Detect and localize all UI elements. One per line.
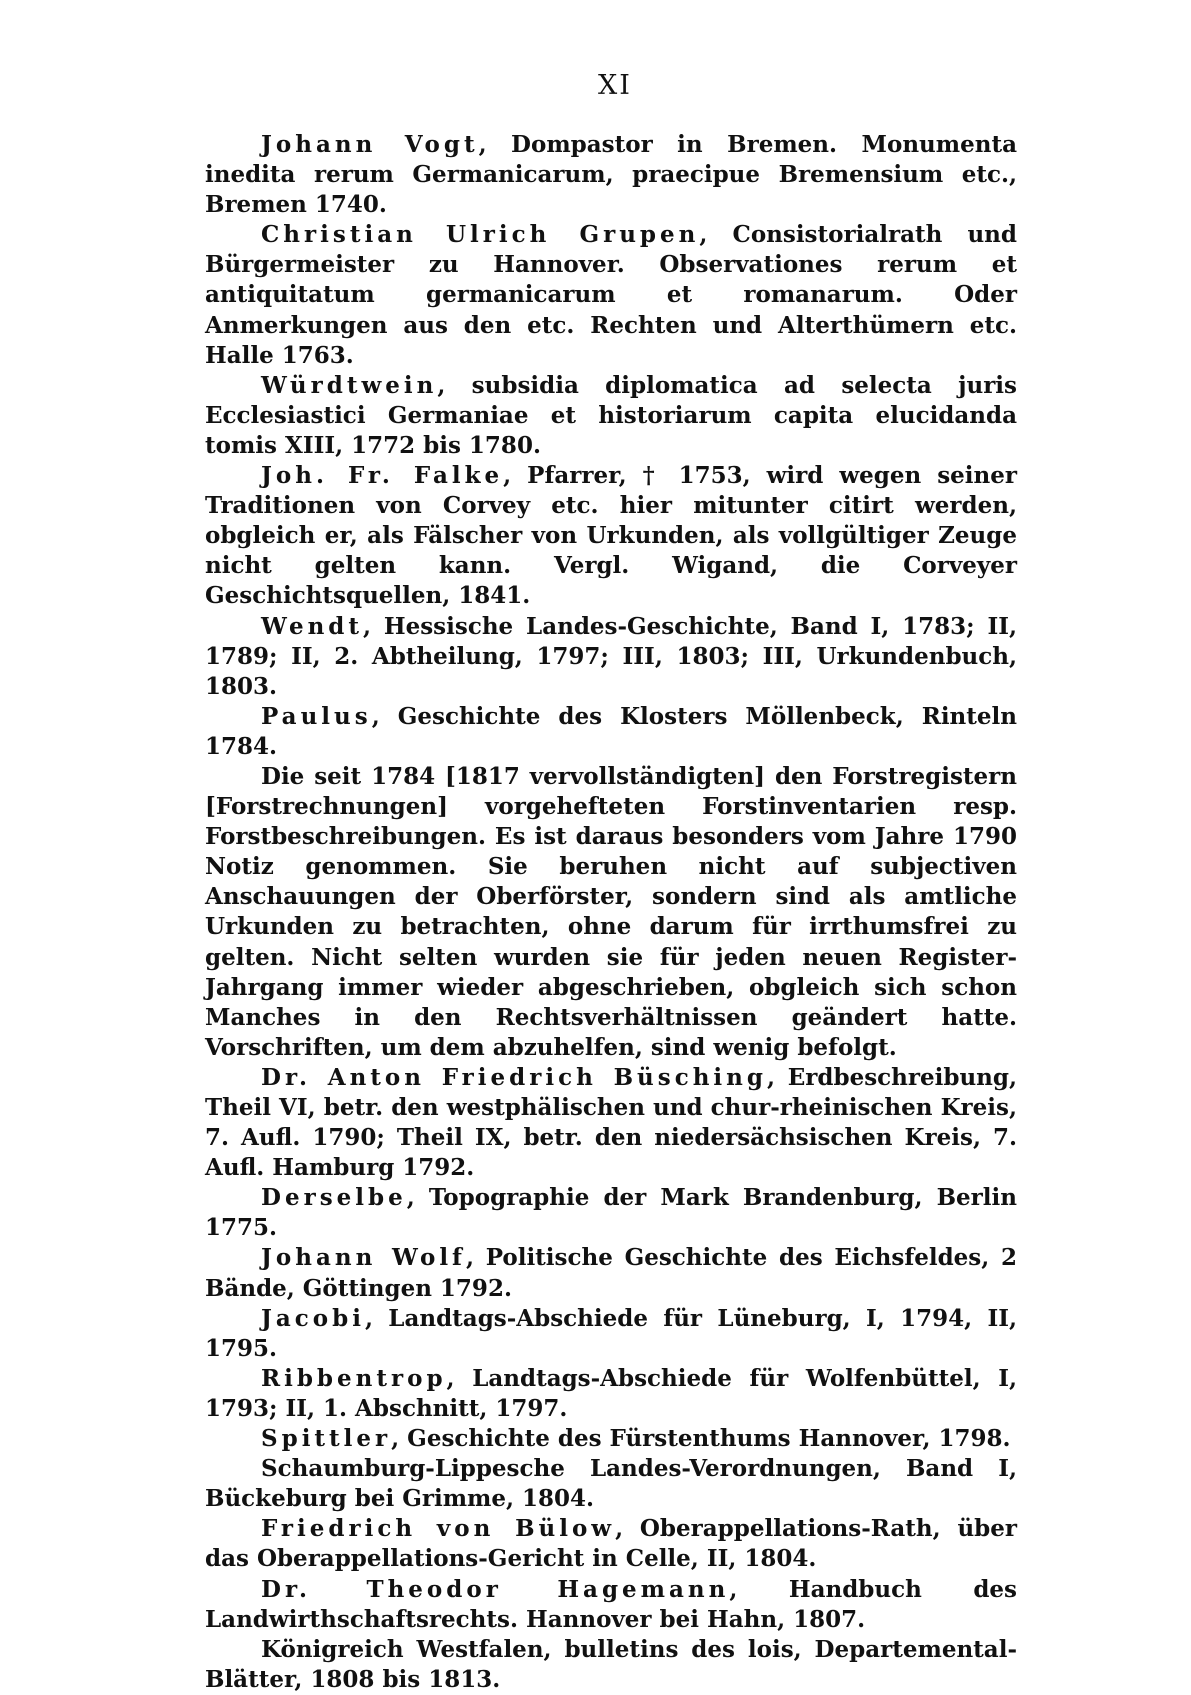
bibliography-list: [205, 130, 1017, 1695]
entry-text: , Topographie der Mark Brandenburg, Berlin 1775.: [205, 1184, 1017, 1242]
entry-text: , Geschichte des Fürstenthums Hannover, 1798.: [391, 1425, 1011, 1453]
author-name: Friedrich von Bülow: [261, 1515, 616, 1543]
entry-text: , Dompastor in Bremen. Monumenta inedita rerum Germanicarum, praecipue Bremensium etc., Bremen 1740.: [205, 131, 1017, 219]
entry-text: , Geschichte des Klosters Möllenbeck, Rinteln 1784.: [205, 702, 1017, 760]
bibliography-entry: [205, 1635, 1017, 1695]
bibliography-entry: [205, 1243, 1017, 1303]
bibliography-entry: [205, 1575, 1017, 1635]
bibliography-entry: [205, 371, 1017, 461]
author-name: Spittler: [261, 1425, 392, 1453]
bibliography-entry: [205, 1364, 1017, 1424]
bibliography-entry: [205, 1183, 1017, 1243]
entry-text: , Pfarrer, † 1753, wird wegen seiner Traditionen von Corvey etc. hier mitunter citirt werden, obgleich er, als Fälscher von Urkunden, als vollgültiger Zeuge nicht gelten kann. Vergl. Wigand, die Corveyer Geschichtsquellen, 1841.: [205, 462, 1017, 610]
author-name: Christian Ulrich Grupen: [261, 221, 700, 249]
entry-text: , Erdbeschreibung, Theil VI, betr. den westphälischen und chur-rheinischen Kreis, 7. Aufl. 1790; Theil IX, betr. den niedersächsischen Kreis, 7. Aufl. Hamburg 1792.: [205, 1063, 1017, 1182]
bibliography-entry: [205, 1304, 1017, 1364]
author-name: Wendt: [261, 612, 364, 640]
entry-text: Königreich Westfalen, bulletins des lois, Departemental-Blätter, 1808 bis 1813.: [205, 1635, 1017, 1693]
entry-text: , Landtags-Abschiede für Lüneburg, I, 1794, II, 1795.: [205, 1304, 1017, 1362]
bibliography-entry: [205, 612, 1017, 702]
author-name: Jacobi: [261, 1304, 365, 1332]
entry-text: , Consistorialrath und Bürgermeister zu Hannover. Observationes rerum et antiquitatum germanicarum et romanarum. Oder Anmerkungen aus den etc. Rechten und Alterthümern etc. Halle 1763.: [205, 221, 1017, 369]
author-name: Dr. Theodor Hagemann: [261, 1575, 730, 1603]
bibliography-entry: [205, 1424, 1017, 1454]
bibliography-entry: [205, 762, 1017, 1063]
entry-text: Die seit 1784 [1817 vervollständigten] den Forstregistern [Forstrechnungen] vorgehefteten Forstinventarien resp. Forstbeschreibungen. Es ist daraus besonders vom Jahre 1790 Notiz genommen. Sie beruhen nicht auf subjectiven Anschauungen der Oberförster, sondern sind als amtliche Urkunden zu betrachten, ohne darum für irrthumsfrei zu gelten. Nicht selten wurden sie für jeden neuen Register-Jahrgang immer wieder abgeschrieben, obgleich sich schon Manches in den Rechtsverhältnissen geändert hatte. Vorschriften, um dem abzuhelfen, sind wenig befolgt.: [205, 762, 1017, 1061]
entry-text: , Hessische Landes-Geschichte, Band I, 1783; II, 1789; II, 2. Abtheilung, 1797; III, 1803; III, Urkundenbuch, 1803.: [205, 612, 1017, 700]
author-name: Joh. Fr. Falke: [261, 462, 504, 490]
bibliography-entry: [205, 1454, 1017, 1514]
entry-text: , Politische Geschichte des Eichsfeldes, 2 Bände, Göttingen 1792.: [205, 1244, 1017, 1302]
entry-text: , Landtags-Abschiede für Wolfenbüttel, I, 1793; II, 1. Abschnitt, 1797.: [205, 1364, 1017, 1422]
page-number: XI: [598, 70, 632, 101]
bibliography-entry: [205, 461, 1017, 611]
entry-text: , Oberappellations-Rath, über das Oberappellations-Gericht in Celle, II, 1804.: [205, 1515, 1017, 1573]
author-name: Ribbentrop: [261, 1364, 447, 1392]
bibliography-entry: [205, 220, 1017, 370]
bibliography-entry: [205, 1514, 1017, 1574]
author-name: Johann Wolf: [261, 1244, 466, 1272]
entry-text: Schaumburg-Lippesche Landes-Verordnungen, Band I, Bückeburg bei Grimme, 1804.: [205, 1455, 1017, 1513]
bibliography-entry: [205, 130, 1017, 220]
bibliography-entry: [205, 1063, 1017, 1183]
author-name: Paulus: [261, 702, 372, 730]
author-name: Johann Vogt: [261, 131, 479, 158]
author-name: Dr. Anton Friedrich Büsching: [261, 1063, 767, 1091]
author-name: Derselbe: [261, 1184, 407, 1212]
bibliography-entry: [205, 702, 1017, 762]
entry-text: , Handbuch des Landwirthschaftsrechts. Hannover bei Hahn, 1807.: [205, 1575, 1018, 1633]
entry-text: , subsidia diplomatica ad selecta juris Ecclesiastici Germaniae et historiarum capita elucidanda tomis XIII, 1772 bis 1780.: [205, 371, 1017, 459]
author-name: Würdtwein: [261, 371, 438, 399]
